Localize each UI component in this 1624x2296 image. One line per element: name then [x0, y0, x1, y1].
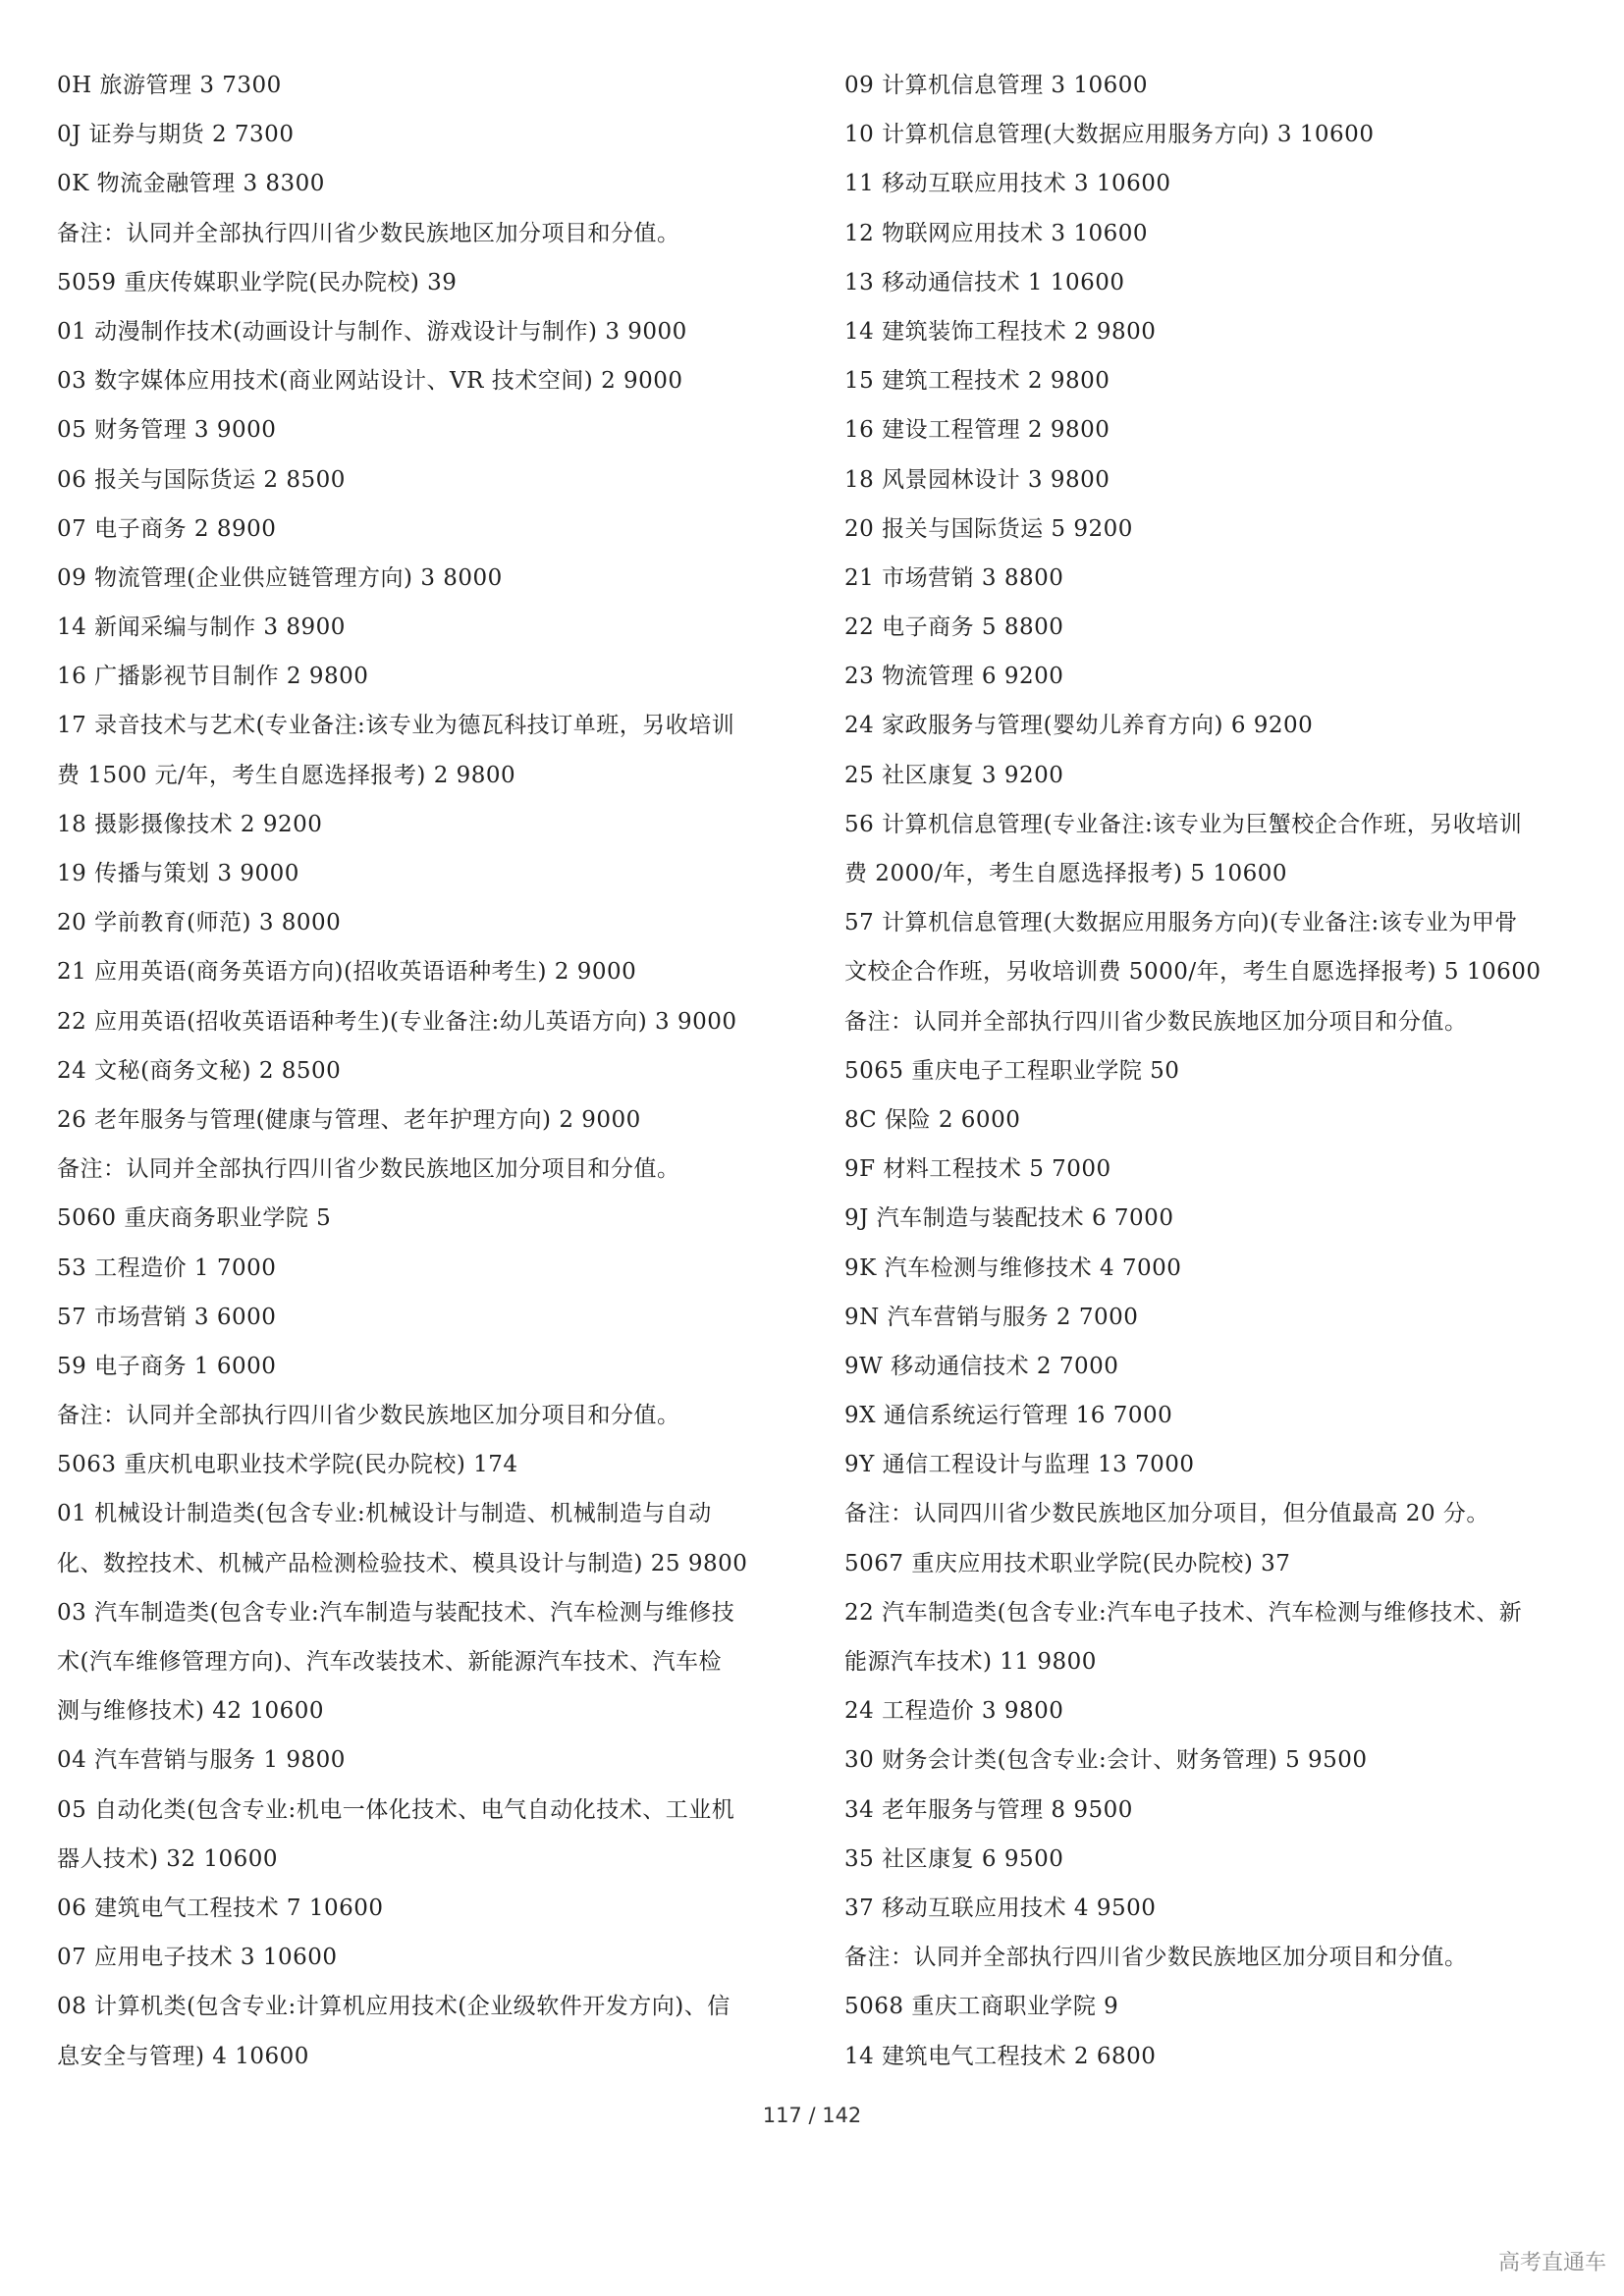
- text-line: 12 物联网应用技术 3 10600: [844, 220, 1148, 246]
- page-number: 117 / 142: [762, 2104, 862, 2127]
- text-line: 5063 重庆机电职业技术学院(民办院校) 174: [57, 1452, 518, 1478]
- text-line: 费 2000/年，考生自愿选择报考) 5 10600: [844, 861, 1287, 886]
- watermark-text: 高考直通车: [1497, 2251, 1606, 2275]
- text-line: 15 建筑工程技术 2 9800: [844, 368, 1110, 395]
- text-line: 56 计算机信息管理(专业备注:该专业为巨蟹校企合作班，另收培训: [844, 811, 1523, 837]
- text-line: 13 移动通信技术 1 10600: [844, 269, 1125, 295]
- text-line: 9N 汽车营销与服务 2 7000: [844, 1304, 1139, 1330]
- text-line: 息安全与管理) 4 10600: [57, 2043, 309, 2069]
- text-line: 14 新闻采编与制作 3 8900: [57, 614, 346, 641]
- text-line: 9J 汽车制造与装配技术 6 7000: [844, 1205, 1174, 1232]
- text-line: 22 电子商务 5 8800: [844, 614, 1064, 641]
- text-line: 5067 重庆应用技术职业学院(民办院校) 37: [844, 1550, 1291, 1576]
- text-line: 35 社区康复 6 9500: [844, 1845, 1064, 1872]
- text-line: 测与维修技术) 42 10600: [57, 1698, 325, 1725]
- text-line: 0K 物流金融管理 3 8300: [57, 171, 325, 197]
- text-line: 18 摄影摄像技术 2 9200: [57, 811, 323, 837]
- text-line: 07 应用电子技术 3 10600: [57, 1945, 338, 1971]
- text-line: 57 计算机信息管理(大数据应用服务方向)(专业备注:该专业为甲骨: [844, 910, 1518, 936]
- text-line: 费 1500 元/年，考生自愿选择报考) 2 9800: [57, 762, 516, 788]
- text-line: 16 广播影视节目制作 2 9800: [57, 664, 369, 690]
- text-line: 文校企合作班，另收培训费 5000/年，考生自愿选择报考) 5 10600: [844, 959, 1542, 986]
- text-line: 17 录音技术与艺术(专业备注:该专业为德瓦科技订单班，另收培训: [57, 713, 735, 739]
- text-line: 19 传播与策划 3 9000: [57, 861, 299, 886]
- text-line: 备注：认同并全部执行四川省少数民族地区加分项目和分值。: [57, 220, 680, 246]
- text-line: 5060 重庆商务职业学院 5: [57, 1205, 332, 1232]
- right-column: [844, 61, 1591, 2081]
- text-line: 5059 重庆传媒职业学院(民办院校) 39: [57, 269, 458, 295]
- text-line: 备注：认同并全部执行四川省少数民族地区加分项目和分值。: [57, 1156, 680, 1183]
- text-line: 9W 移动通信技术 2 7000: [844, 1353, 1119, 1379]
- text-line: 14 建筑电气工程技术 2 6800: [844, 2043, 1157, 2069]
- text-line: 18 风景园林设计 3 9800: [844, 466, 1110, 493]
- text-line: 备注：认同并全部执行四川省少数民族地区加分项目和分值。: [57, 1403, 680, 1429]
- text-line: 24 文秘(商务文秘) 2 8500: [57, 1057, 342, 1084]
- text-line: 14 建筑装饰工程技术 2 9800: [844, 318, 1157, 345]
- text-line: 9X 通信系统运行管理 16 7000: [844, 1403, 1173, 1429]
- text-line: 20 学前教育(师范) 3 8000: [57, 910, 342, 936]
- text-line: 备注：认同四川省少数民族地区加分项目，但分值最高 20 分。: [844, 1501, 1489, 1527]
- text-line: 08 计算机类(包含专业:计算机应用技术(企业级软件开发方向)、信: [57, 1994, 731, 2020]
- text-line: 21 应用英语(商务英语方向)(招收英语语种考生) 2 9000: [57, 959, 637, 986]
- text-line: 06 报关与国际货运 2 8500: [57, 466, 346, 493]
- text-line: 03 数字媒体应用技术(商业网站设计、VR 技术空间) 2 9000: [57, 368, 683, 395]
- text-line: 26 老年服务与管理(健康与管理、老年护理方向) 2 9000: [57, 1106, 641, 1133]
- text-line: 23 物流管理 6 9200: [844, 664, 1064, 690]
- text-line: 21 市场营销 3 8800: [844, 564, 1064, 591]
- text-line: 37 移动互联应用技术 4 9500: [844, 1895, 1157, 1921]
- text-line: 9F 材料工程技术 5 7000: [844, 1156, 1111, 1183]
- text-line: 10 计算机信息管理(大数据应用服务方向) 3 10600: [844, 122, 1375, 148]
- text-line: 11 移动互联应用技术 3 10600: [844, 171, 1171, 197]
- text-line: 0J 证券与期货 2 7300: [57, 122, 295, 148]
- text-line: 06 建筑电气工程技术 7 10600: [57, 1895, 384, 1921]
- text-line: 24 工程造价 3 9800: [844, 1698, 1064, 1725]
- text-line: 30 财务会计类(包含专业:会计、财务管理) 5 9500: [844, 1747, 1368, 1774]
- text-line: 03 汽车制造类(包含专业:汽车制造与装配技术、汽车检测与维修技: [57, 1599, 735, 1626]
- text-line: 器人技术) 32 10600: [57, 1845, 279, 1872]
- text-line: 05 自动化类(包含专业:机电一体化技术、电气自动化技术、工业机: [57, 1796, 735, 1823]
- text-line: 01 机械设计制造类(包含专业:机械设计与制造、机械制造与自动: [57, 1501, 712, 1527]
- text-line: 24 家政服务与管理(婴幼儿养育方向) 6 9200: [844, 713, 1314, 739]
- text-line: 备注：认同并全部执行四川省少数民族地区加分项目和分值。: [844, 1945, 1468, 1971]
- text-line: 57 市场营销 3 6000: [57, 1304, 277, 1330]
- text-line: 22 汽车制造类(包含专业:汽车电子技术、汽车检测与维修技术、新: [844, 1599, 1523, 1626]
- text-line: 01 动漫制作技术(动画设计与制作、游戏设计与制作) 3 9000: [57, 318, 687, 345]
- text-line: 16 建设工程管理 2 9800: [844, 417, 1110, 444]
- left-column: [57, 61, 803, 2081]
- text-line: 22 应用英语(招收英语语种考生)(专业备注:幼儿英语方向) 3 9000: [57, 1008, 737, 1035]
- text-line: 5065 重庆电子工程职业学院 50: [844, 1057, 1180, 1084]
- text-line: 09 物流管理(企业供应链管理方向) 3 8000: [57, 564, 503, 591]
- text-line: 04 汽车营销与服务 1 9800: [57, 1747, 346, 1774]
- text-line: 能源汽车技术) 11 9800: [844, 1649, 1097, 1675]
- text-line: 34 老年服务与管理 8 9500: [844, 1796, 1133, 1823]
- text-line: 5068 重庆工商职业学院 9: [844, 1994, 1119, 2020]
- text-line: 8C 保险 2 6000: [844, 1106, 1021, 1133]
- text-line: 05 财务管理 3 9000: [57, 417, 277, 444]
- text-line: 备注：认同并全部执行四川省少数民族地区加分项目和分值。: [844, 1008, 1468, 1035]
- text-line: 术(汽车维修管理方向)、汽车改装技术、新能源汽车技术、汽车检: [57, 1649, 722, 1675]
- text-line: 9Y 通信工程设计与监理 13 7000: [844, 1452, 1195, 1478]
- text-line: 9K 汽车检测与维修技术 4 7000: [844, 1255, 1182, 1281]
- text-line: 20 报关与国际货运 5 9200: [844, 515, 1133, 542]
- text-line: 59 电子商务 1 6000: [57, 1353, 277, 1379]
- text-line: 0H 旅游管理 3 7300: [57, 73, 282, 98]
- text-line: 化、数控技术、机械产品检测检验技术、模具设计与制造) 25 9800: [57, 1550, 748, 1576]
- text-line: 07 电子商务 2 8900: [57, 515, 277, 542]
- text-line: 53 工程造价 1 7000: [57, 1255, 277, 1281]
- text-line: 09 计算机信息管理 3 10600: [844, 73, 1148, 98]
- text-line: 25 社区康复 3 9200: [844, 762, 1064, 788]
